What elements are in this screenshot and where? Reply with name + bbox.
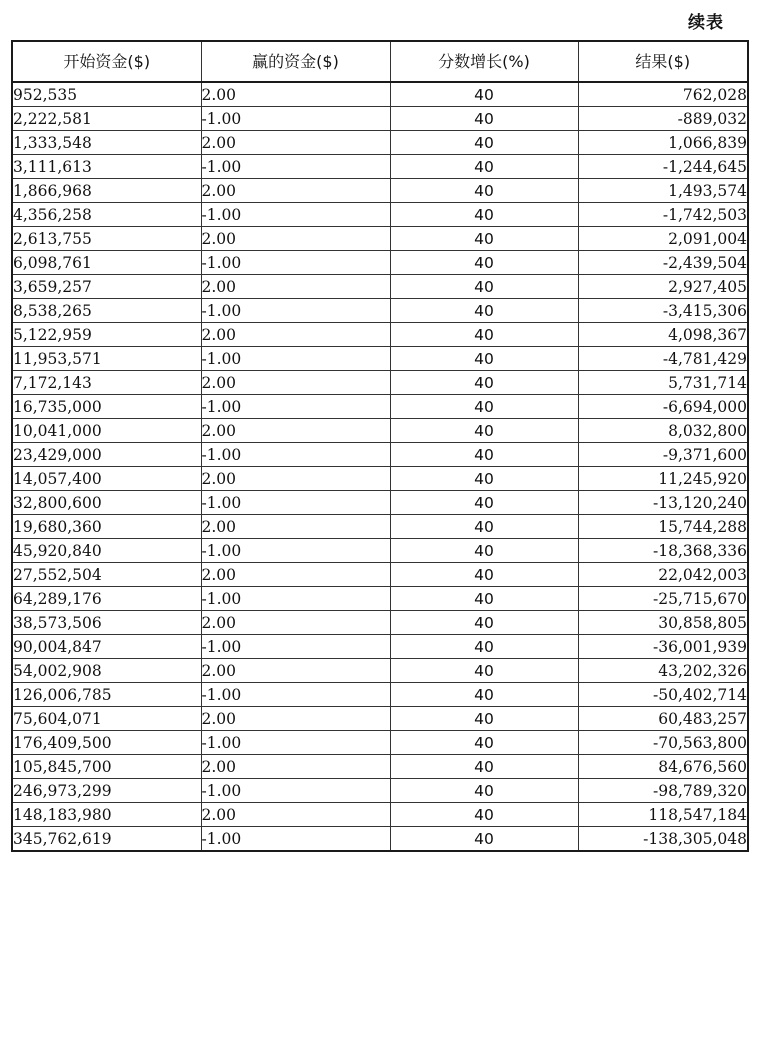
cell-result: 11,245,920 [578, 467, 748, 491]
cell-starting-capital: 148,183,980 [12, 803, 201, 827]
cell-starting-capital: 16,735,000 [12, 395, 201, 419]
cell-winnings: -1.00 [201, 155, 390, 179]
header-result: 结果($) [578, 41, 748, 82]
table-row [12, 467, 748, 491]
table-row [12, 755, 748, 779]
table-row [12, 371, 748, 395]
cell-starting-capital: 38,573,506 [12, 611, 201, 635]
data-table [11, 40, 749, 852]
cell-result: 60,483,257 [578, 707, 748, 731]
cell-winnings: 2.00 [201, 803, 390, 827]
cell-result: -36,001,939 [578, 635, 748, 659]
cell-fraction-growth: 40 [390, 803, 578, 827]
cell-result: -1,244,645 [578, 155, 748, 179]
table-row [12, 419, 748, 443]
cell-result: 22,042,003 [578, 563, 748, 587]
table-row [12, 515, 748, 539]
cell-result: -9,371,600 [578, 443, 748, 467]
cell-winnings: -1.00 [201, 779, 390, 803]
cell-winnings: 2.00 [201, 371, 390, 395]
table-row [12, 491, 748, 515]
cell-winnings: -1.00 [201, 683, 390, 707]
cell-fraction-growth: 40 [390, 779, 578, 803]
cell-fraction-growth: 40 [390, 491, 578, 515]
cell-result: 30,858,805 [578, 611, 748, 635]
cell-starting-capital: 6,098,761 [12, 251, 201, 275]
cell-winnings: -1.00 [201, 539, 390, 563]
cell-starting-capital: 2,613,755 [12, 227, 201, 251]
table-row [12, 539, 748, 563]
cell-result: -138,305,048 [578, 827, 748, 852]
cell-winnings: 2.00 [201, 467, 390, 491]
cell-starting-capital: 19,680,360 [12, 515, 201, 539]
table-row [12, 731, 748, 755]
table-row [12, 227, 748, 251]
cell-fraction-growth: 40 [390, 347, 578, 371]
cell-winnings: 2.00 [201, 275, 390, 299]
cell-starting-capital: 54,002,908 [12, 659, 201, 683]
cell-result: 4,098,367 [578, 323, 748, 347]
cell-fraction-growth: 40 [390, 179, 578, 203]
cell-starting-capital: 176,409,500 [12, 731, 201, 755]
header-starting-capital: 开始资金($) [12, 41, 201, 82]
cell-result: 2,091,004 [578, 227, 748, 251]
cell-result: 5,731,714 [578, 371, 748, 395]
cell-fraction-growth: 40 [390, 82, 578, 107]
cell-starting-capital: 23,429,000 [12, 443, 201, 467]
header-row [12, 41, 748, 82]
cell-fraction-growth: 40 [390, 755, 578, 779]
cell-result: 1,493,574 [578, 179, 748, 203]
cell-fraction-growth: 40 [390, 443, 578, 467]
cell-winnings: 2.00 [201, 179, 390, 203]
cell-winnings: 2.00 [201, 707, 390, 731]
cell-winnings: 2.00 [201, 659, 390, 683]
cell-starting-capital: 45,920,840 [12, 539, 201, 563]
cell-winnings: 2.00 [201, 82, 390, 107]
table-row [12, 299, 748, 323]
table-row [12, 587, 748, 611]
cell-fraction-growth: 40 [390, 515, 578, 539]
cell-fraction-growth: 40 [390, 611, 578, 635]
cell-starting-capital: 11,953,571 [12, 347, 201, 371]
cell-fraction-growth: 40 [390, 563, 578, 587]
cell-result: 15,744,288 [578, 515, 748, 539]
cell-fraction-growth: 40 [390, 155, 578, 179]
table-row [12, 155, 748, 179]
cell-winnings: 2.00 [201, 563, 390, 587]
table-row [12, 395, 748, 419]
table-body [12, 82, 748, 851]
cell-fraction-growth: 40 [390, 587, 578, 611]
cell-fraction-growth: 40 [390, 635, 578, 659]
table-caption: 续表 [688, 13, 724, 33]
cell-starting-capital: 7,172,143 [12, 371, 201, 395]
table-row [12, 131, 748, 155]
cell-result: 118,547,184 [578, 803, 748, 827]
cell-starting-capital: 2,222,581 [12, 107, 201, 131]
cell-result: -3,415,306 [578, 299, 748, 323]
table-header [12, 41, 748, 82]
table-row [12, 203, 748, 227]
cell-winnings: -1.00 [201, 731, 390, 755]
cell-winnings: -1.00 [201, 827, 390, 852]
cell-winnings: -1.00 [201, 587, 390, 611]
cell-winnings: -1.00 [201, 443, 390, 467]
cell-winnings: -1.00 [201, 299, 390, 323]
table-row [12, 611, 748, 635]
cell-result: 2,927,405 [578, 275, 748, 299]
cell-fraction-growth: 40 [390, 323, 578, 347]
cell-starting-capital: 5,122,959 [12, 323, 201, 347]
cell-result: 762,028 [578, 82, 748, 107]
cell-starting-capital: 14,057,400 [12, 467, 201, 491]
cell-fraction-growth: 40 [390, 419, 578, 443]
table-row [12, 659, 748, 683]
cell-result: 43,202,326 [578, 659, 748, 683]
table-row [12, 275, 748, 299]
cell-starting-capital: 90,004,847 [12, 635, 201, 659]
table-row [12, 443, 748, 467]
cell-starting-capital: 952,535 [12, 82, 201, 107]
table-row [12, 707, 748, 731]
cell-fraction-growth: 40 [390, 683, 578, 707]
cell-result: -2,439,504 [578, 251, 748, 275]
cell-result: -1,742,503 [578, 203, 748, 227]
cell-winnings: -1.00 [201, 635, 390, 659]
table-row [12, 803, 748, 827]
cell-starting-capital: 345,762,619 [12, 827, 201, 852]
table-row [12, 635, 748, 659]
cell-result: -13,120,240 [578, 491, 748, 515]
cell-fraction-growth: 40 [390, 539, 578, 563]
cell-starting-capital: 1,866,968 [12, 179, 201, 203]
cell-winnings: 2.00 [201, 515, 390, 539]
cell-fraction-growth: 40 [390, 251, 578, 275]
cell-starting-capital: 10,041,000 [12, 419, 201, 443]
cell-fraction-growth: 40 [390, 731, 578, 755]
cell-result: -4,781,429 [578, 347, 748, 371]
cell-fraction-growth: 40 [390, 203, 578, 227]
table-row [12, 347, 748, 371]
cell-fraction-growth: 40 [390, 659, 578, 683]
cell-winnings: -1.00 [201, 203, 390, 227]
cell-winnings: 2.00 [201, 227, 390, 251]
cell-fraction-growth: 40 [390, 467, 578, 491]
cell-fraction-growth: 40 [390, 131, 578, 155]
cell-winnings: -1.00 [201, 251, 390, 275]
cell-starting-capital: 8,538,265 [12, 299, 201, 323]
table-row [12, 563, 748, 587]
table-row [12, 179, 748, 203]
cell-result: -889,032 [578, 107, 748, 131]
cell-starting-capital: 64,289,176 [12, 587, 201, 611]
cell-fraction-growth: 40 [390, 299, 578, 323]
cell-result: 8,032,800 [578, 419, 748, 443]
header-winnings: 赢的资金($) [201, 41, 390, 82]
cell-starting-capital: 4,356,258 [12, 203, 201, 227]
cell-fraction-growth: 40 [390, 395, 578, 419]
cell-starting-capital: 75,604,071 [12, 707, 201, 731]
cell-winnings: -1.00 [201, 395, 390, 419]
cell-fraction-growth: 40 [390, 827, 578, 852]
table-row [12, 683, 748, 707]
table-row [12, 827, 748, 852]
cell-winnings: -1.00 [201, 347, 390, 371]
cell-result: -98,789,320 [578, 779, 748, 803]
cell-starting-capital: 3,659,257 [12, 275, 201, 299]
table-row [12, 779, 748, 803]
cell-starting-capital: 126,006,785 [12, 683, 201, 707]
table-row [12, 323, 748, 347]
table-row [12, 251, 748, 275]
cell-result: -18,368,336 [578, 539, 748, 563]
cell-result: 1,066,839 [578, 131, 748, 155]
cell-winnings: 2.00 [201, 131, 390, 155]
cell-winnings: -1.00 [201, 491, 390, 515]
cell-starting-capital: 3,111,613 [12, 155, 201, 179]
cell-fraction-growth: 40 [390, 227, 578, 251]
header-fraction-growth: 分数增长(%) [390, 41, 578, 82]
cell-fraction-growth: 40 [390, 275, 578, 299]
cell-starting-capital: 246,973,299 [12, 779, 201, 803]
cell-winnings: 2.00 [201, 755, 390, 779]
cell-fraction-growth: 40 [390, 707, 578, 731]
table-row [12, 107, 748, 131]
cell-result: 84,676,560 [578, 755, 748, 779]
cell-starting-capital: 1,333,548 [12, 131, 201, 155]
cell-result: -70,563,800 [578, 731, 748, 755]
cell-winnings: -1.00 [201, 107, 390, 131]
cell-winnings: 2.00 [201, 611, 390, 635]
cell-winnings: 2.00 [201, 419, 390, 443]
cell-starting-capital: 27,552,504 [12, 563, 201, 587]
table-row [12, 82, 748, 107]
cell-fraction-growth: 40 [390, 107, 578, 131]
cell-winnings: 2.00 [201, 323, 390, 347]
cell-starting-capital: 105,845,700 [12, 755, 201, 779]
cell-starting-capital: 32,800,600 [12, 491, 201, 515]
cell-fraction-growth: 40 [390, 371, 578, 395]
cell-result: -25,715,670 [578, 587, 748, 611]
cell-result: -6,694,000 [578, 395, 748, 419]
cell-result: -50,402,714 [578, 683, 748, 707]
